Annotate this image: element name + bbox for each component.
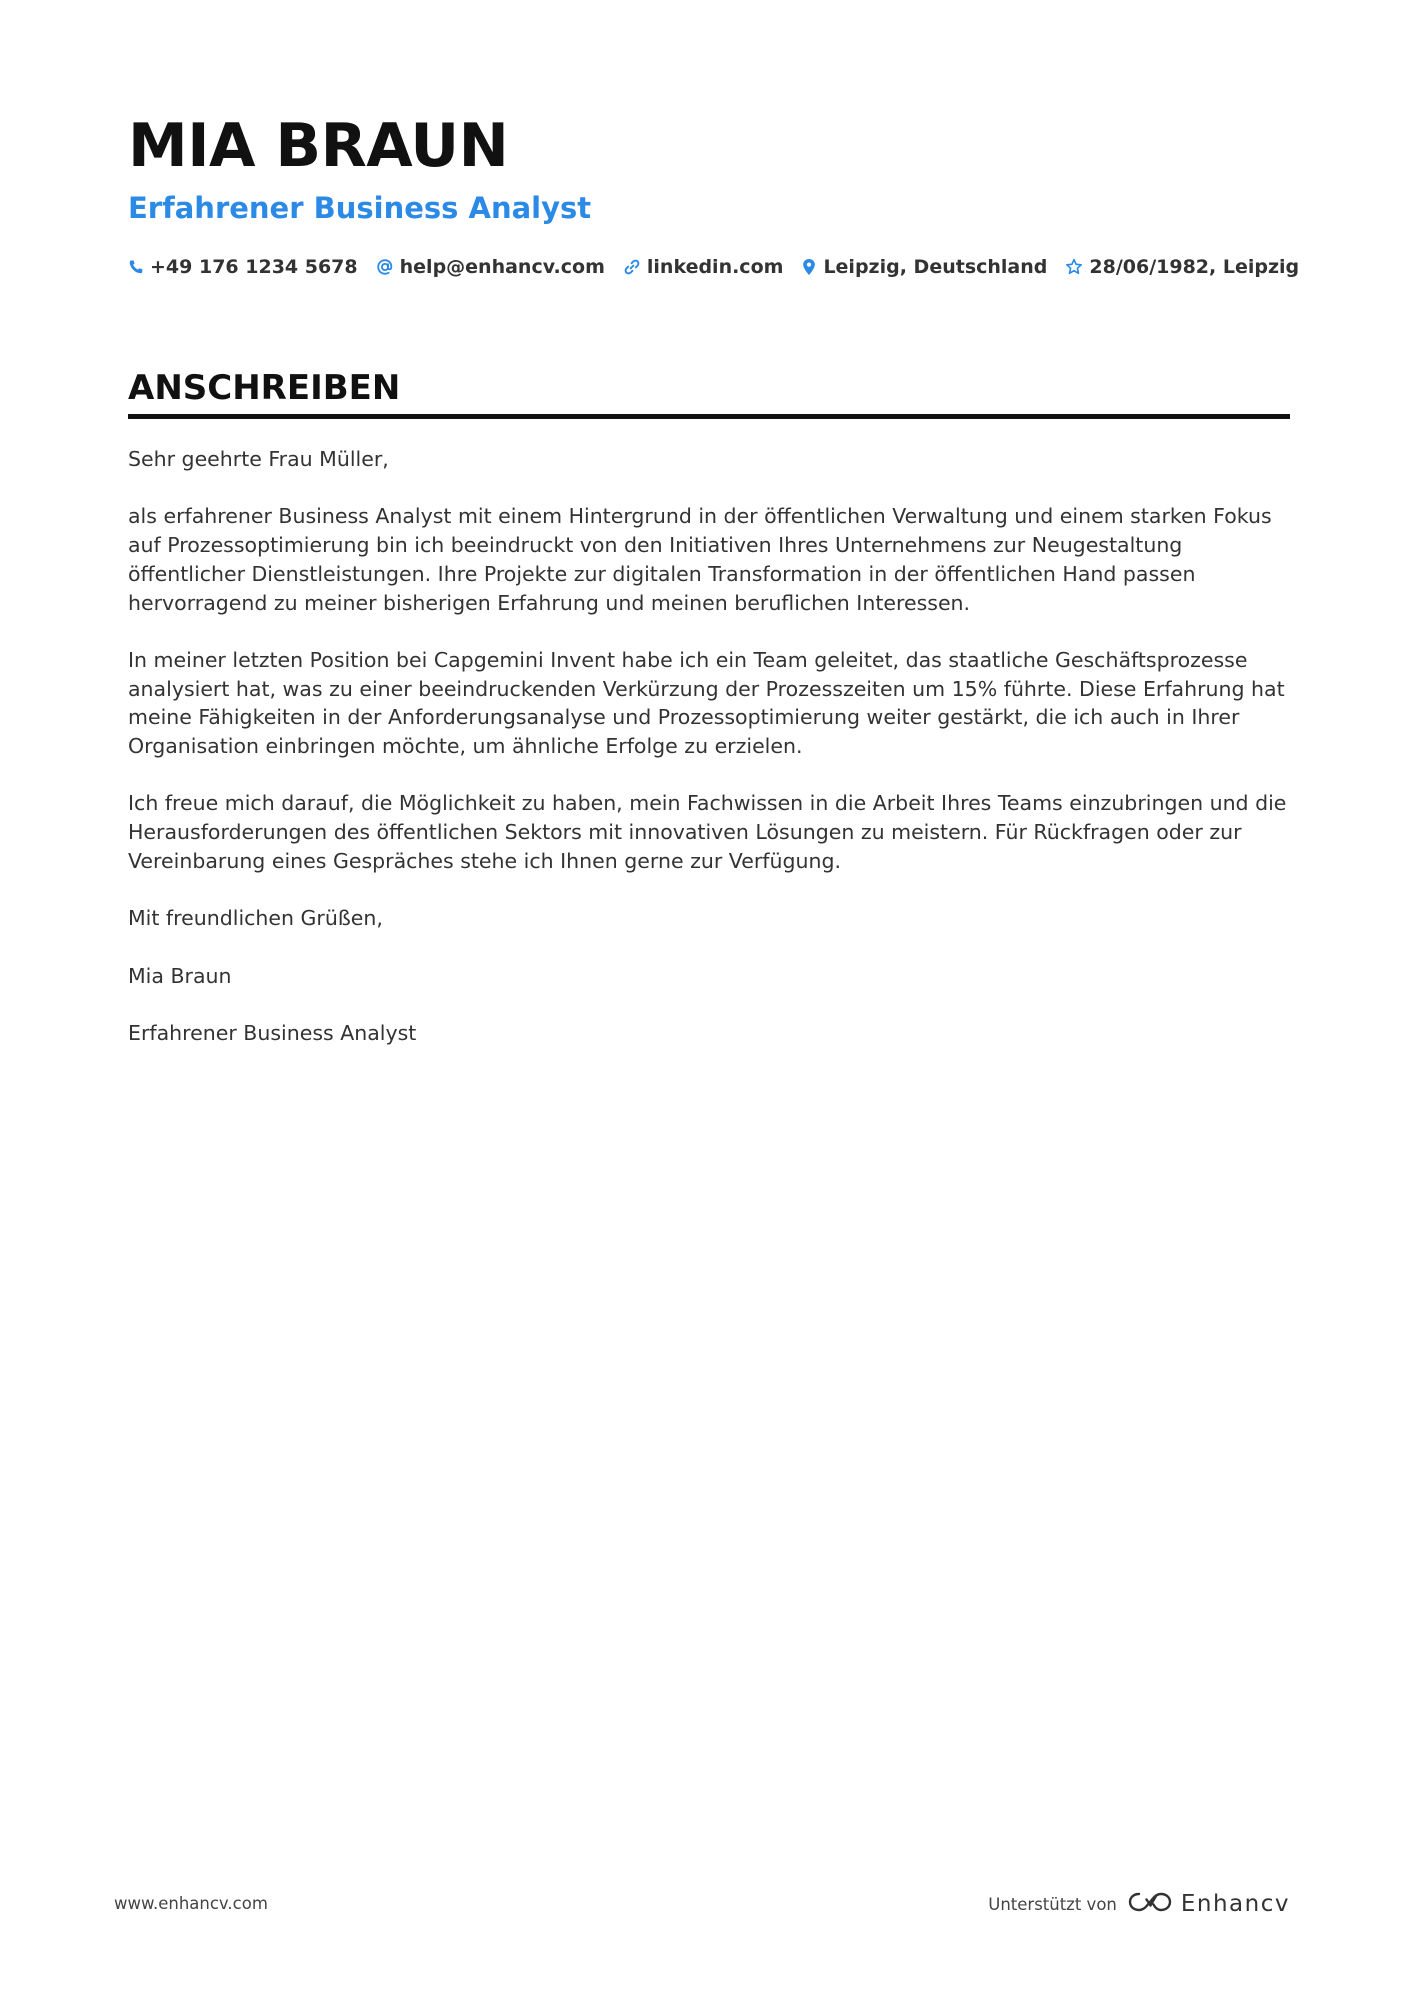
phone-icon: [128, 259, 144, 275]
at-icon: [376, 258, 394, 276]
link-icon: [623, 258, 641, 276]
signature-name: Mia Braun: [128, 963, 232, 988]
brand-name: Enhancv: [1180, 1891, 1290, 1917]
contact-linkedin[interactable]: [623, 256, 784, 278]
candidate-name: MIA BRAUN: [128, 111, 509, 181]
section-divider: [128, 414, 1290, 419]
birth-text: 28/06/1982, Leipzig: [1089, 256, 1300, 278]
brand-logo[interactable]: [1127, 1889, 1290, 1919]
section-title: ANSCHREIBEN: [128, 368, 401, 408]
contact-birth: [1065, 256, 1299, 278]
signature-title: Erfahrener Business Analyst: [128, 1020, 417, 1045]
footer-website[interactable]: www.enhancv.com: [114, 1894, 268, 1913]
cover-letter-section: [128, 366, 1290, 1076]
map-pin-icon: [801, 258, 817, 276]
letter-paragraph: Ich freue mich darauf, die Möglichkeit zu haben, mein Fachwissen in die Arbeit Ihres Teams einzubringen und die Herausforderungen des öffentlichen Sektors mit innovativen Lösungen zu meistern. Für Rückfragen oder zur Vereinbarung eines Gespräches stehe ich Ihnen gerne zur Verfügung.: [128, 791, 1287, 873]
header: [128, 108, 1300, 278]
phone-text: +49 176 1234 5678: [150, 256, 358, 278]
email-text: help@enhancv.com: [399, 256, 605, 278]
footer-branding: [988, 1889, 1290, 1919]
contact-location: [801, 256, 1047, 278]
contact-email[interactable]: [376, 256, 605, 278]
letter-body: [128, 445, 1290, 1048]
linkedin-text: linkedin.com: [646, 256, 784, 278]
letter-closing: Mit freundlichen Grüßen,: [128, 906, 383, 931]
contact-bar: [128, 256, 1300, 278]
powered-by-label: Unterstützt von: [988, 1894, 1117, 1914]
letter-paragraph: als erfahrener Business Analyst mit einem Hintergrund in der öffentlichen Verwaltung und einem starken Fokus auf Prozessoptimierung bin ich beeindruckt von den Initiativen Ihres Unternehmens zur Neugestaltung öffentlicher Dienstleistungen. Ihre Projekte zur digitalen Transformation in der öffentlichen Hand passen hervorragend zu meiner bisherigen Erfahrung und meinen beruflichen Interessen.: [128, 504, 1272, 615]
candidate-title: Erfahrener Business Analyst: [128, 191, 592, 225]
letter-salutation: Sehr geehrte Frau Müller,: [128, 447, 389, 471]
star-icon: [1065, 258, 1083, 276]
contact-phone: [128, 256, 358, 278]
location-text: Leipzig, Deutschland: [823, 256, 1048, 278]
letter-paragraph: In meiner letzten Position bei Capgemini Invent habe ich ein Team geleitet, das staatliche Geschäftsprozesse analysiert hat, was zu einer beeindruckenden Verkürzung der Prozesszeiten um 15% führte. Diese Erfahrung hat meine Fähigkeiten in der Anforderungsanalyse und Prozessoptimierung weiter gestärkt, die ich auch in Ihrer Organisation einbringen möchte, um ähnliche Erfolge zu erzielen.: [128, 647, 1285, 758]
enhancv-logo-icon: [1127, 1889, 1173, 1919]
